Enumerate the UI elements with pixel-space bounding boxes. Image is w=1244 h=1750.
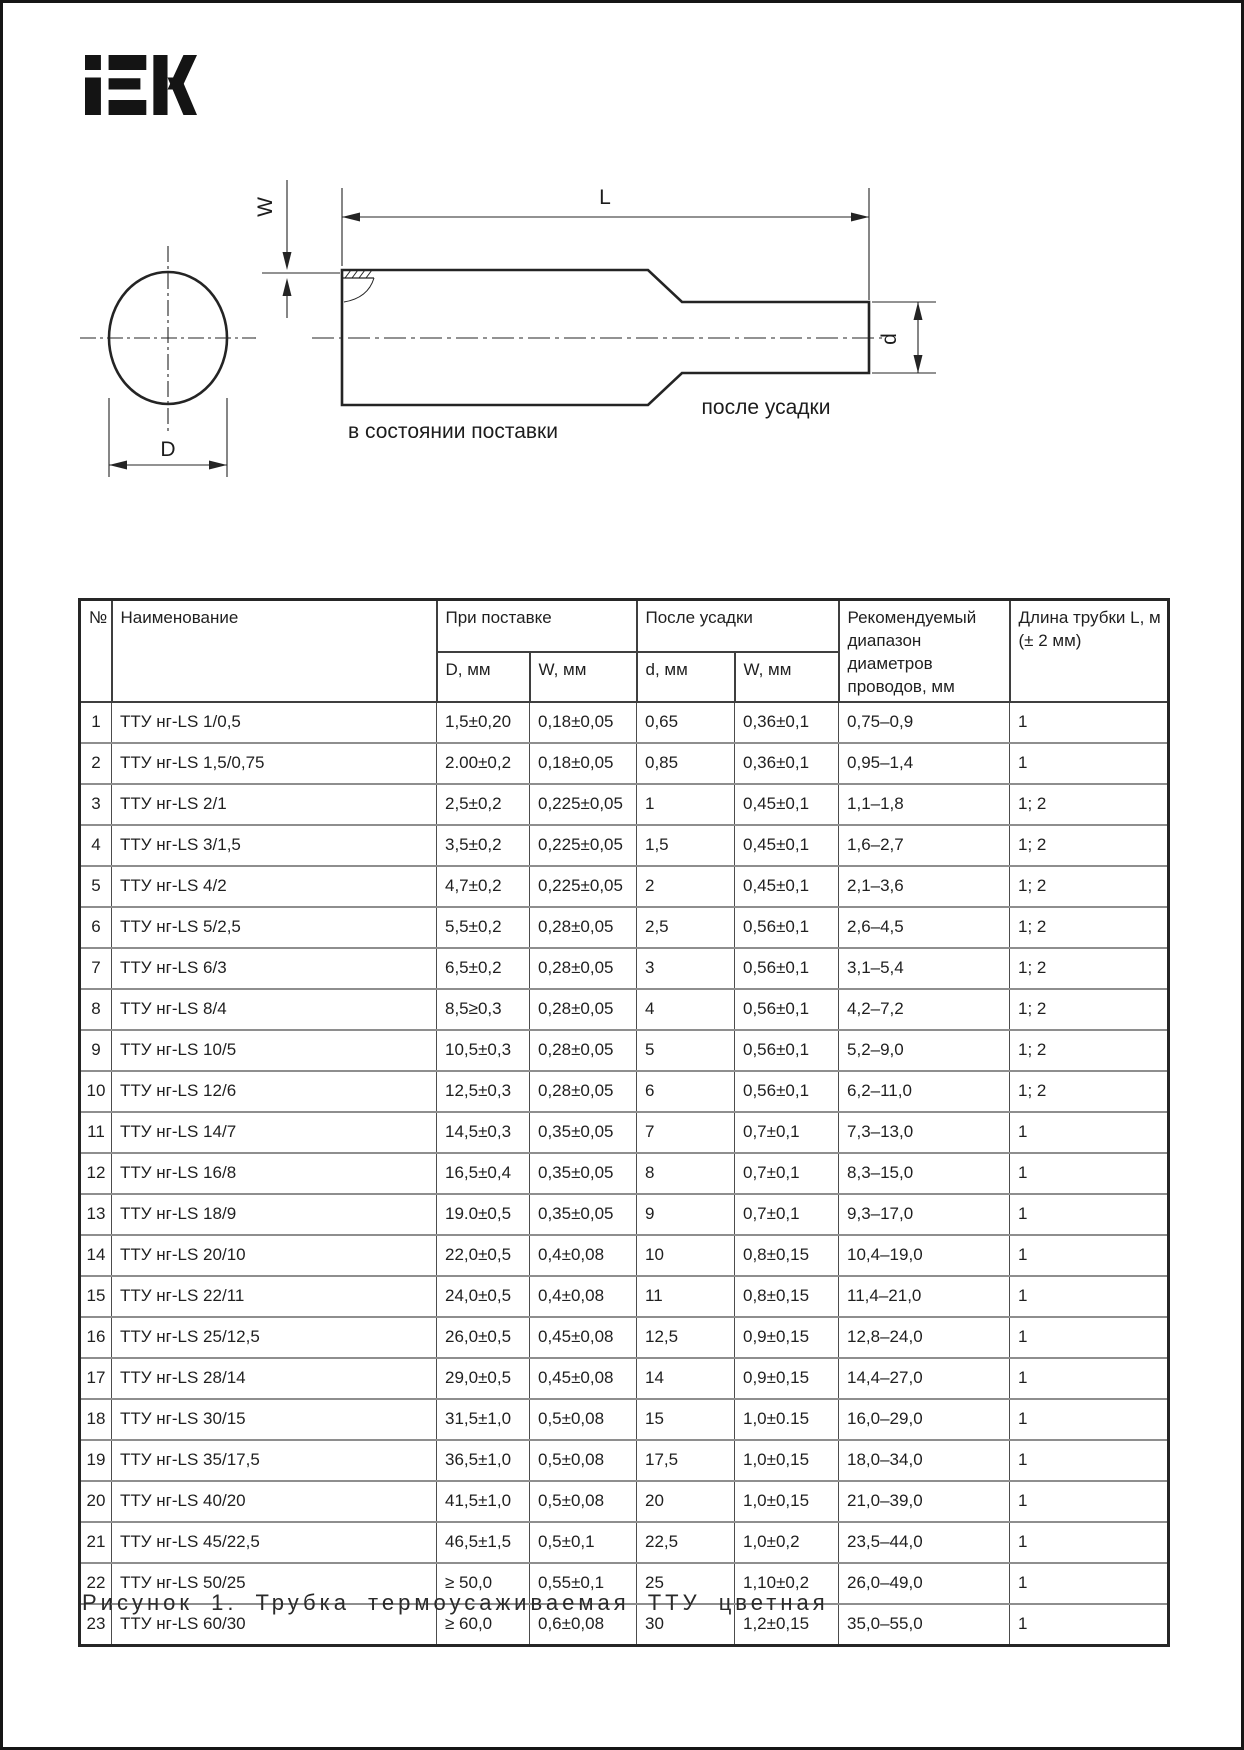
table-row bbox=[80, 1481, 1169, 1522]
table-cell: ТТУ нг-LS 14/7 bbox=[112, 1112, 437, 1153]
table-cell: 0,5±0,08 bbox=[530, 1399, 637, 1440]
table-cell: 1,2±0,15 bbox=[735, 1604, 839, 1646]
table-cell: 1; 2 bbox=[1010, 989, 1169, 1030]
table-row bbox=[80, 907, 1169, 948]
table-row bbox=[80, 1071, 1169, 1112]
table-cell: 0,7±0,1 bbox=[735, 1194, 839, 1235]
table-cell: 10,5±0,3 bbox=[437, 1030, 530, 1071]
table-cell: 0,56±0,1 bbox=[735, 948, 839, 989]
row-number-cell: 11 bbox=[80, 1112, 112, 1153]
table-cell: ТТУ нг-LS 12/6 bbox=[112, 1071, 437, 1112]
table-cell: 30 bbox=[637, 1604, 735, 1646]
row-number-cell: 3 bbox=[80, 784, 112, 825]
table-cell: 0,56±0,1 bbox=[735, 907, 839, 948]
row-number-cell: 4 bbox=[80, 825, 112, 866]
table-cell: 25 bbox=[637, 1563, 735, 1604]
row-number-cell: 13 bbox=[80, 1194, 112, 1235]
table-cell: ТТУ нг-LS 40/20 bbox=[112, 1481, 437, 1522]
table-cell: ТТУ нг-LS 1,5/0,75 bbox=[112, 743, 437, 784]
table-cell: 1 bbox=[1010, 1235, 1169, 1276]
table-row bbox=[80, 1194, 1169, 1235]
table-cell: 1 bbox=[1010, 1276, 1169, 1317]
table-cell: ТТУ нг-LS 4/2 bbox=[112, 866, 437, 907]
table-cell: 0,75–0,9 bbox=[839, 702, 1010, 743]
table-cell: 1,0±0.15 bbox=[735, 1399, 839, 1440]
table-row bbox=[80, 825, 1169, 866]
small-d-arrow-top bbox=[914, 302, 923, 320]
row-number-cell: 20 bbox=[80, 1481, 112, 1522]
header-num: № bbox=[80, 600, 112, 702]
table-row bbox=[80, 1317, 1169, 1358]
table-cell: 1,0±0,15 bbox=[735, 1440, 839, 1481]
table-cell: 0,18±0,05 bbox=[530, 702, 637, 743]
table-cell: 0,8±0,15 bbox=[735, 1235, 839, 1276]
table-cell: 0,18±0,05 bbox=[530, 743, 637, 784]
table-cell: 0,35±0,05 bbox=[530, 1153, 637, 1194]
row-number-cell: 8 bbox=[80, 989, 112, 1030]
table-cell: ТТУ нг-LS 1/0,5 bbox=[112, 702, 437, 743]
table-cell: 8,3–15,0 bbox=[839, 1153, 1010, 1194]
table-header bbox=[80, 600, 1169, 702]
table-cell: ТТУ нг-LS 10/5 bbox=[112, 1030, 437, 1071]
table-cell: ТТУ нг-LS 35/17,5 bbox=[112, 1440, 437, 1481]
table-cell: 3,1–5,4 bbox=[839, 948, 1010, 989]
table-row bbox=[80, 784, 1169, 825]
table-cell: 2,6–4,5 bbox=[839, 907, 1010, 948]
table-cell: 2,5 bbox=[637, 907, 735, 948]
table-cell: 0,225±0,05 bbox=[530, 825, 637, 866]
table-cell: 1,0±0,15 bbox=[735, 1481, 839, 1522]
table-cell: 2 bbox=[637, 866, 735, 907]
table-cell: 41,5±1,0 bbox=[437, 1481, 530, 1522]
table-cell: 2,1–3,6 bbox=[839, 866, 1010, 907]
w-arrow-up bbox=[283, 278, 292, 296]
table-cell: 3 bbox=[637, 948, 735, 989]
table-cell: 6,5±0,2 bbox=[437, 948, 530, 989]
table-cell: 4 bbox=[637, 989, 735, 1030]
table-row bbox=[80, 1235, 1169, 1276]
table-cell: 0,28±0,05 bbox=[530, 907, 637, 948]
table-cell: 5 bbox=[637, 1030, 735, 1071]
table-cell: 1 bbox=[1010, 1563, 1169, 1604]
table-cell: 0,35±0,05 bbox=[530, 1194, 637, 1235]
table-cell: 2,5±0,2 bbox=[437, 784, 530, 825]
table-cell: 0,28±0,05 bbox=[530, 1030, 637, 1071]
table-cell: 14 bbox=[637, 1358, 735, 1399]
table-cell: 1,10±0,2 bbox=[735, 1563, 839, 1604]
table-cell: 1 bbox=[1010, 1317, 1169, 1358]
table-cell: 19.0±0,5 bbox=[437, 1194, 530, 1235]
table-cell: 1 bbox=[1010, 1194, 1169, 1235]
table-cell: 7 bbox=[637, 1112, 735, 1153]
table-cell: 0,225±0,05 bbox=[530, 866, 637, 907]
table-body bbox=[80, 702, 1169, 1646]
row-number-cell: 21 bbox=[80, 1522, 112, 1563]
dim-label-big-d: D bbox=[160, 438, 176, 461]
table-cell: 20 bbox=[637, 1481, 735, 1522]
row-number-cell: 22 bbox=[80, 1563, 112, 1604]
table-cell: ТТУ нг-LS 25/12,5 bbox=[112, 1317, 437, 1358]
table-cell: 1 bbox=[1010, 1440, 1169, 1481]
table-cell: 0,36±0,1 bbox=[735, 702, 839, 743]
header-length: Длина трубки L, м (± 2 мм) bbox=[1010, 600, 1169, 702]
table-cell: 0,45±0,1 bbox=[735, 784, 839, 825]
table-cell: ТТУ нг-LS 22/11 bbox=[112, 1276, 437, 1317]
row-number-cell: 5 bbox=[80, 866, 112, 907]
table-row bbox=[80, 1522, 1169, 1563]
table-cell: 26,0–49,0 bbox=[839, 1563, 1010, 1604]
table-cell: 5,5±0,2 bbox=[437, 907, 530, 948]
dim-label-l: L bbox=[599, 186, 611, 209]
table-cell: 8,5≥0,3 bbox=[437, 989, 530, 1030]
table-cell: 46,5±1,5 bbox=[437, 1522, 530, 1563]
table-cell: 11,4–21,0 bbox=[839, 1276, 1010, 1317]
table-cell: 22,0±0,5 bbox=[437, 1235, 530, 1276]
header-supply-d: D, мм bbox=[437, 652, 530, 702]
table-cell: ТТУ нг-LS 3/1,5 bbox=[112, 825, 437, 866]
row-number-cell: 7 bbox=[80, 948, 112, 989]
table-cell: 1; 2 bbox=[1010, 1071, 1169, 1112]
table-cell: 18,0–34,0 bbox=[839, 1440, 1010, 1481]
table-cell: 16,0–29,0 bbox=[839, 1399, 1010, 1440]
table-row bbox=[80, 1030, 1169, 1071]
table-cell: 2.00±0,2 bbox=[437, 743, 530, 784]
table-row bbox=[80, 702, 1169, 743]
label-supply-state: в состоянии поставки bbox=[348, 420, 558, 443]
table-cell: 6 bbox=[637, 1071, 735, 1112]
l-arrow-left bbox=[342, 213, 360, 222]
table-cell: 24,0±0,5 bbox=[437, 1276, 530, 1317]
table-cell: 1; 2 bbox=[1010, 866, 1169, 907]
table-cell: 0,7±0,1 bbox=[735, 1153, 839, 1194]
table-cell: 1,0±0,2 bbox=[735, 1522, 839, 1563]
table-cell: 14,4–27,0 bbox=[839, 1358, 1010, 1399]
table-cell: 0,56±0,1 bbox=[735, 989, 839, 1030]
table-cell: 0,28±0,05 bbox=[530, 948, 637, 989]
row-number-cell: 16 bbox=[80, 1317, 112, 1358]
header-supply-w: W, мм bbox=[530, 652, 637, 702]
table-cell: 6,2–11,0 bbox=[839, 1071, 1010, 1112]
table-row bbox=[80, 1112, 1169, 1153]
table-cell: 0,9±0,15 bbox=[735, 1358, 839, 1399]
table-cell: 0,45±0,08 bbox=[530, 1358, 637, 1399]
table-cell: ТТУ нг-LS 45/22,5 bbox=[112, 1522, 437, 1563]
table-cell: 35,0–55,0 bbox=[839, 1604, 1010, 1646]
table-row bbox=[80, 1358, 1169, 1399]
table-cell: ТТУ нг-LS 6/3 bbox=[112, 948, 437, 989]
table-cell: 0,45±0,1 bbox=[735, 866, 839, 907]
table-cell: 9,3–17,0 bbox=[839, 1194, 1010, 1235]
table-row bbox=[80, 948, 1169, 989]
table-cell: 0,55±0,1 bbox=[530, 1563, 637, 1604]
header-shrink-group: После усадки bbox=[637, 600, 839, 652]
table-cell: 0,28±0,05 bbox=[530, 1071, 637, 1112]
row-number-cell: 6 bbox=[80, 907, 112, 948]
table-cell: 0,6±0,08 bbox=[530, 1604, 637, 1646]
table-cell: 0,5±0,1 bbox=[530, 1522, 637, 1563]
table-cell: 12,5±0,3 bbox=[437, 1071, 530, 1112]
table-cell: 0,56±0,1 bbox=[735, 1030, 839, 1071]
table-cell: 1; 2 bbox=[1010, 1030, 1169, 1071]
row-number-cell: 2 bbox=[80, 743, 112, 784]
table-cell: 1,5±0,20 bbox=[437, 702, 530, 743]
table-cell: 10,4–19,0 bbox=[839, 1235, 1010, 1276]
table-cell: 23,5–44,0 bbox=[839, 1522, 1010, 1563]
table-cell: 1 bbox=[1010, 1481, 1169, 1522]
table-cell: 0,95–1,4 bbox=[839, 743, 1010, 784]
table-cell: 4,7±0,2 bbox=[437, 866, 530, 907]
table-cell: 0,4±0,08 bbox=[530, 1276, 637, 1317]
table-cell: 0,56±0,1 bbox=[735, 1071, 839, 1112]
row-number-cell: 1 bbox=[80, 702, 112, 743]
table-cell: 3,5±0,2 bbox=[437, 825, 530, 866]
table-cell: 0,45±0,1 bbox=[735, 825, 839, 866]
table-cell: 1,6–2,7 bbox=[839, 825, 1010, 866]
table-cell: 36,5±1,0 bbox=[437, 1440, 530, 1481]
table-cell: 17,5 bbox=[637, 1440, 735, 1481]
table-cell: 1 bbox=[1010, 1522, 1169, 1563]
table-cell: 1 bbox=[1010, 1604, 1169, 1646]
table-cell: 31,5±1,0 bbox=[437, 1399, 530, 1440]
figure-caption: Рисунок 1. Трубка термоусаживаемая ТТУ цветная bbox=[82, 1590, 829, 1615]
header-shrink-d: d, мм bbox=[637, 652, 735, 702]
table-cell: 10 bbox=[637, 1235, 735, 1276]
w-arrow-down bbox=[283, 252, 292, 270]
table-cell: ТТУ нг-LS 18/9 bbox=[112, 1194, 437, 1235]
table-cell: 1,5 bbox=[637, 825, 735, 866]
header-supply-group: При поставке bbox=[437, 600, 637, 652]
table-cell: 14,5±0,3 bbox=[437, 1112, 530, 1153]
table-cell: 29,0±0,5 bbox=[437, 1358, 530, 1399]
table-cell: 0,7±0,1 bbox=[735, 1112, 839, 1153]
table-cell: 0,225±0,05 bbox=[530, 784, 637, 825]
table-cell: 0,9±0,15 bbox=[735, 1317, 839, 1358]
table-cell: 1; 2 bbox=[1010, 784, 1169, 825]
table-cell: ТТУ нг-LS 2/1 bbox=[112, 784, 437, 825]
row-number-cell: 19 bbox=[80, 1440, 112, 1481]
table-cell: 1 bbox=[1010, 1358, 1169, 1399]
dimension-diagram bbox=[0, 0, 1244, 540]
table-cell: 0,5±0,08 bbox=[530, 1481, 637, 1522]
table-cell: 1; 2 bbox=[1010, 948, 1169, 989]
row-number-cell: 12 bbox=[80, 1153, 112, 1194]
table-cell: 0,5±0,08 bbox=[530, 1440, 637, 1481]
table-cell: 0,8±0,15 bbox=[735, 1276, 839, 1317]
dim-label-small-d: d bbox=[877, 333, 901, 345]
table-cell: 9 bbox=[637, 1194, 735, 1235]
header-name: Наименование bbox=[112, 600, 437, 702]
table-cell: ТТУ нг-LS 50/25 bbox=[112, 1563, 437, 1604]
table-cell: 15 bbox=[637, 1399, 735, 1440]
table-cell: 16,5±0,4 bbox=[437, 1153, 530, 1194]
dim-label-w: W bbox=[253, 197, 277, 217]
table-cell: 0,4±0,08 bbox=[530, 1235, 637, 1276]
table-cell: 4,2–7,2 bbox=[839, 989, 1010, 1030]
row-number-cell: 23 bbox=[80, 1604, 112, 1646]
table-cell: 1 bbox=[637, 784, 735, 825]
table-cell: ТТУ нг-LS 20/10 bbox=[112, 1235, 437, 1276]
table-cell: 8 bbox=[637, 1153, 735, 1194]
header-range: Рекомендуемый диапазон диаметров проводов, мм bbox=[839, 600, 1010, 702]
table-cell: 26,0±0,5 bbox=[437, 1317, 530, 1358]
table-cell: ТТУ нг-LS 60/30 bbox=[112, 1604, 437, 1646]
table-cell: 1; 2 bbox=[1010, 907, 1169, 948]
label-after-shrink: после усадки bbox=[701, 396, 831, 419]
row-number-cell: 18 bbox=[80, 1399, 112, 1440]
table-row bbox=[80, 1440, 1169, 1481]
table-cell: 1,1–1,8 bbox=[839, 784, 1010, 825]
table-cell: 5,2–9,0 bbox=[839, 1030, 1010, 1071]
table-cell: 1 bbox=[1010, 1153, 1169, 1194]
table-row bbox=[80, 1399, 1169, 1440]
table-cell: 21,0–39,0 bbox=[839, 1481, 1010, 1522]
d-arrow-right bbox=[209, 461, 227, 470]
table-cell: ТТУ нг-LS 16/8 bbox=[112, 1153, 437, 1194]
wall-break-curve bbox=[344, 278, 374, 302]
table-cell: 11 bbox=[637, 1276, 735, 1317]
row-number-cell: 10 bbox=[80, 1071, 112, 1112]
table-cell: ТТУ нг-LS 8/4 bbox=[112, 989, 437, 1030]
table-cell: 0,35±0,05 bbox=[530, 1112, 637, 1153]
table-cell: ≥ 60,0 bbox=[437, 1604, 530, 1646]
table-row bbox=[80, 1153, 1169, 1194]
row-number-cell: 15 bbox=[80, 1276, 112, 1317]
header-shrink-w: W, мм bbox=[735, 652, 839, 702]
small-d-arrow-bottom bbox=[914, 355, 923, 373]
l-arrow-right bbox=[851, 213, 869, 222]
row-number-cell: 17 bbox=[80, 1358, 112, 1399]
table-cell: 12,8–24,0 bbox=[839, 1317, 1010, 1358]
table-row bbox=[80, 989, 1169, 1030]
table-cell: 1 bbox=[1010, 702, 1169, 743]
table-cell: ТТУ нг-LS 30/15 bbox=[112, 1399, 437, 1440]
table-cell: 0,65 bbox=[637, 702, 735, 743]
table-cell: ≥ 50,0 bbox=[437, 1563, 530, 1604]
table-cell: 0,85 bbox=[637, 743, 735, 784]
table-cell: 7,3–13,0 bbox=[839, 1112, 1010, 1153]
table-cell: 0,28±0,05 bbox=[530, 989, 637, 1030]
row-number-cell: 14 bbox=[80, 1235, 112, 1276]
table-cell: ТТУ нг-LS 5/2,5 bbox=[112, 907, 437, 948]
table-row bbox=[80, 866, 1169, 907]
table-row bbox=[80, 743, 1169, 784]
table-cell: 1 bbox=[1010, 1112, 1169, 1153]
row-number-cell: 9 bbox=[80, 1030, 112, 1071]
table-cell: 0,45±0,08 bbox=[530, 1317, 637, 1358]
table-cell: 22,5 bbox=[637, 1522, 735, 1563]
table-cell: 0,36±0,1 bbox=[735, 743, 839, 784]
table-cell: 12,5 bbox=[637, 1317, 735, 1358]
table-cell: 1; 2 bbox=[1010, 825, 1169, 866]
spec-table bbox=[78, 598, 1170, 1647]
d-arrow-left bbox=[109, 461, 127, 470]
table-cell: 1 bbox=[1010, 743, 1169, 784]
table-cell: ТТУ нг-LS 28/14 bbox=[112, 1358, 437, 1399]
table-cell: 1 bbox=[1010, 1399, 1169, 1440]
table-row bbox=[80, 1276, 1169, 1317]
